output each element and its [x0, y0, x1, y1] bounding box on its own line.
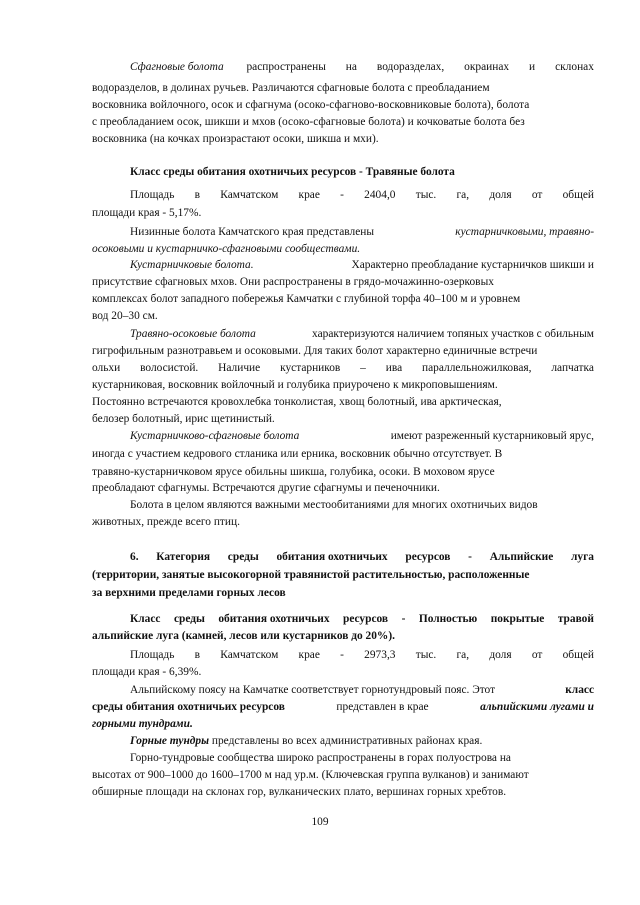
text-line: ольхи волосистой. Наличие кустарников – ива параллельножилковая, лапчатка	[92, 362, 594, 374]
text-line: Площадь в Камчатском крае - 2404,0 тыс. га, доля от общей	[130, 189, 594, 201]
text-line: преобладают сфагнумы. Встречаются другие сфагнумы и печеночники.	[92, 482, 440, 494]
text-line: горными тундрами.	[92, 718, 193, 730]
text-line: площади края - 5,17%.	[92, 207, 202, 219]
text-line: вод 20–30 см.	[92, 310, 158, 322]
text-line: Площадь в Камчатском крае - 2973,3 тыс. га, доля от общей	[130, 649, 594, 661]
text-line: Горные тундры представлены во всех административных районах края.	[130, 735, 483, 747]
text-line: травяно-кустарничковом ярусе обильны шикша, голубика, осоки. В моховом ярусе	[92, 466, 495, 478]
text-line: Травяно-осоковые болота характеризуются наличием топяных участков с обильным	[130, 328, 594, 340]
text-line: обширные площади на склонах гор, вулканических плато, вершинах горных хребтов.	[92, 786, 507, 798]
category-heading: (территории, занятые высокогорной травянистой растительностью, расположенные	[92, 569, 530, 581]
text-line: водоразделов, в долинах ручьев. Различаются сфагновые болота с преобладанием	[92, 82, 490, 94]
text-line: комплексах болот западного побережья Камчатки с глубиной торфа 40–100 м и уровнем	[92, 293, 521, 305]
text-line: присутствие сфагновых мхов. Они распространены в грядо-мочажинно-озерковых	[92, 276, 494, 288]
class-heading: альпийские луга (камней, лесов или кустарников до 20%).	[92, 630, 395, 642]
category-heading: за верхними пределами горных лесов	[92, 587, 286, 599]
text-line: Горно-тундровые сообщества широко распространены в горах полуострова на	[130, 752, 511, 764]
text-line: площади края - 6,39%.	[92, 666, 202, 678]
text-line: животных, прежде всего птиц.	[92, 516, 240, 528]
text-line: восковника (на кочках произрастают осоки, шикша и мхи).	[92, 133, 379, 145]
text-line: высотах от 900–1000 до 1600–1700 м над ур.м. (Ключевская группа вулканов) и занимают	[92, 769, 529, 781]
text-line: Низинные болота Камчатского края представлены кустарничковыми, травяно-	[130, 226, 594, 238]
text-line: с преобладанием осок, шикши и мхов (осоко-сфагновые болота) и кочковатые болота без	[92, 116, 525, 128]
text-line: иногда с участием кедрового стланика или ерника, восковник обычно отсутствует. В	[92, 448, 503, 460]
text-line: Кустарничково-сфагновые болота имеют разреженный кустарниковый ярус,	[130, 430, 594, 442]
text-line: Постоянно встречаются кровохлебка тонколистая, хвощ болотный, ива арктическая,	[92, 396, 502, 408]
text-line: белозер болотный, ирис щетинистый.	[92, 413, 275, 425]
text-line: восковника войлочного, осок и сфагнума (осоко-сфагново-восковниковые болота), болота	[92, 99, 530, 111]
text-line: гигрофильным разнотравьем и осоковыми. Для таких болот характерно единичные встречи	[92, 345, 538, 357]
text-line: среды обитания охотничьих ресурсов представлен в крае альпийскими лугами и	[92, 701, 594, 713]
text-line: Кустарничковые болота. Характерно преобладание кустарничков шикши и	[130, 259, 594, 271]
text-line: Альпийскому поясу на Камчатке соответствует горнотундровый пояс. Этот класс	[130, 684, 594, 696]
text-line: осоковыми и кустарничко-сфагновыми сообществами.	[92, 243, 361, 255]
text-line: Сфагновые болота распространены на водоразделах, окраинах и склонах	[130, 61, 594, 73]
text-line: кустарниковая, восковник войлочный и голубика приурочено к микроповышениям.	[92, 379, 498, 391]
class-heading: Класс среды обитания охотничьих ресурсов - Полностью покрытые травой	[130, 613, 594, 625]
section-heading: Класс среды обитания охотничьих ресурсов - Травяные болота	[130, 166, 455, 178]
text-line: Болота в целом являются важными местообитаниями для многих охотничьих видов	[130, 499, 538, 511]
page-number: 109	[311, 816, 329, 828]
category-heading: 6. Категория среды обитания охотничьих ресурсов - Альпийские луга	[130, 551, 594, 563]
